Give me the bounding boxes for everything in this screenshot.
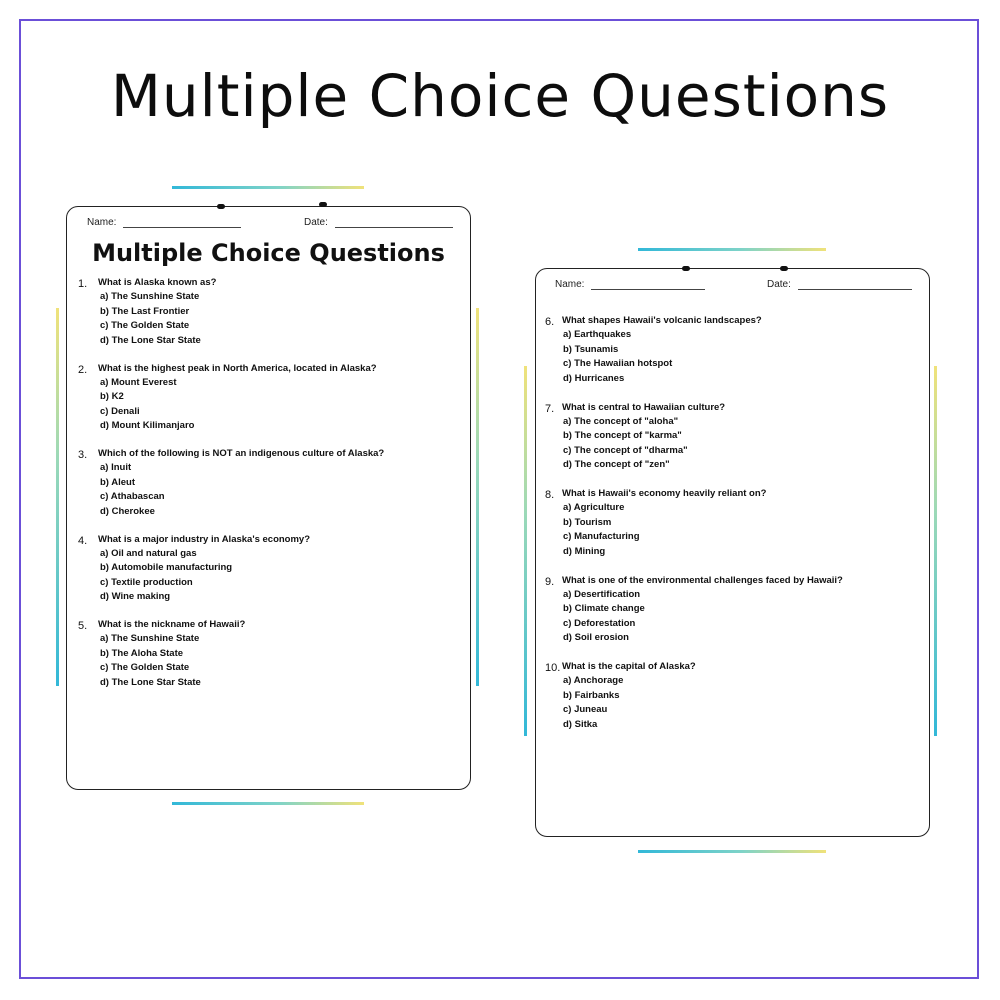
question-text: What shapes Hawaii's volcanic landscapes? [562, 315, 762, 326]
answer-option[interactable]: a) Anchorage [563, 675, 624, 687]
accent-line-top-left [172, 186, 364, 189]
answer-option[interactable]: d) The concept of "zen" [563, 459, 670, 471]
answer-option[interactable]: a) Inuit [100, 462, 132, 474]
accent-line-bottom-left [172, 802, 364, 805]
accent-line-left-outer [56, 308, 59, 686]
worksheet-page-1 [66, 206, 471, 790]
question-number: 4. [78, 534, 88, 547]
question-number: 2. [78, 363, 88, 376]
question-text: What is central to Hawaiian culture? [562, 401, 726, 413]
question-number: 3. [78, 449, 88, 461]
question-text: What is a major industry in Alaska's economy? [98, 533, 311, 545]
binder-ring [217, 204, 225, 209]
accent-line-top-right [638, 248, 826, 251]
accent-line-left-inner [476, 308, 479, 686]
answer-option[interactable]: b) The concept of "karma" [563, 430, 682, 442]
answer-option[interactable]: d) Hurricanes [563, 372, 625, 384]
answer-option[interactable]: c) The Golden State [100, 320, 190, 332]
accent-line-bottom-right [638, 850, 826, 853]
answer-option[interactable]: c) The concept of "dharma" [563, 444, 688, 456]
worksheet-title: Multiple Choice Questions [92, 239, 445, 267]
question-text: What is one of the environmental challenges faced by Hawaii? [562, 574, 843, 586]
binder-ring [319, 202, 327, 207]
answer-option[interactable]: a) The Sunshine State [100, 633, 200, 645]
answer-option[interactable]: b) The Aloha State [100, 647, 184, 659]
answer-option[interactable]: a) Oil and natural gas [100, 547, 197, 559]
date-field[interactable] [304, 217, 453, 228]
answer-option[interactable]: c) The Golden State [100, 662, 190, 674]
date-label: Date: [767, 279, 791, 290]
date-line[interactable] [335, 227, 453, 228]
answer-option[interactable]: b) Tsunamis [563, 343, 619, 355]
answer-option[interactable]: d) Soil erosion [563, 632, 629, 644]
accent-line-right-outer [524, 366, 527, 736]
answer-option[interactable]: a) Earthquakes [563, 329, 632, 341]
answer-option[interactable]: b) K2 [100, 391, 124, 403]
name-label: Name: [87, 217, 117, 228]
name-line[interactable] [591, 289, 705, 290]
answer-option[interactable]: d) Cherokee [100, 505, 155, 517]
answer-option[interactable]: d) Sitka [563, 718, 598, 730]
answer-option[interactable]: a) The Sunshine State [100, 291, 200, 303]
page-title: Multiple Choice Questions [110, 62, 890, 130]
accent-line-right-inner [934, 366, 937, 736]
binder-ring [682, 266, 690, 271]
question-number: 6. [545, 316, 555, 328]
date-label: Date: [304, 217, 328, 228]
question-text: What is the nickname of Hawaii? [98, 619, 246, 630]
answer-option[interactable]: b) Fairbanks [563, 689, 620, 701]
answer-option[interactable]: c) Deforestation [563, 617, 636, 629]
name-label: Name: [555, 279, 585, 290]
answer-option[interactable]: a) Agriculture [563, 502, 625, 514]
answer-option[interactable]: d) Mount Kilimanjaro [100, 420, 195, 432]
question-number: 5. [78, 620, 88, 632]
question-number: 1. [78, 278, 88, 290]
date-field[interactable] [767, 279, 912, 290]
worksheet-page-2 [535, 268, 930, 837]
answer-option[interactable]: c) Juneau [563, 704, 608, 716]
question-number: 9. [545, 575, 555, 588]
answer-option[interactable]: c) Denali [100, 405, 140, 417]
answer-option[interactable]: b) Climate change [563, 603, 645, 615]
answer-option[interactable]: b) Automobile manufacturing [100, 562, 233, 574]
answer-option[interactable]: b) Tourism [563, 516, 612, 528]
answer-option[interactable]: d) Wine making [100, 591, 171, 603]
question-text: What is Hawaii's economy heavily reliant on? [562, 488, 767, 499]
question-text: Which of the following is NOT an indigenous culture of Alaska? [98, 448, 385, 459]
question-text: What is the highest peak in North America, located in Alaska? [98, 362, 377, 374]
answer-option[interactable]: a) The concept of "aloha" [563, 415, 679, 427]
answer-option[interactable]: c) Athabascan [100, 491, 165, 503]
answer-option[interactable]: c) The Hawaiian hotspot [563, 358, 673, 370]
answer-option[interactable]: d) Mining [563, 545, 606, 557]
name-line[interactable] [123, 227, 241, 228]
answer-option[interactable]: b) The Last Frontier [100, 305, 190, 317]
question-number: 8. [545, 489, 555, 501]
binder-ring [780, 266, 788, 271]
question-number: 7. [545, 402, 555, 415]
answer-option[interactable]: d) The Lone Star State [100, 334, 201, 346]
answer-option[interactable]: a) Mount Everest [100, 376, 177, 388]
name-field[interactable] [87, 217, 241, 228]
name-field[interactable] [555, 279, 705, 290]
question-number: 10. [545, 662, 561, 674]
date-line[interactable] [798, 289, 912, 290]
question-text: What is the capital of Alaska? [562, 661, 696, 672]
answer-option[interactable]: c) Textile production [100, 576, 193, 588]
answer-option[interactable]: a) Desertification [563, 588, 641, 600]
answer-option[interactable]: d) The Lone Star State [100, 676, 201, 688]
answer-option[interactable]: b) Aleut [100, 476, 136, 488]
question-text: What is Alaska known as? [98, 277, 217, 288]
answer-option[interactable]: c) Manufacturing [563, 531, 640, 543]
